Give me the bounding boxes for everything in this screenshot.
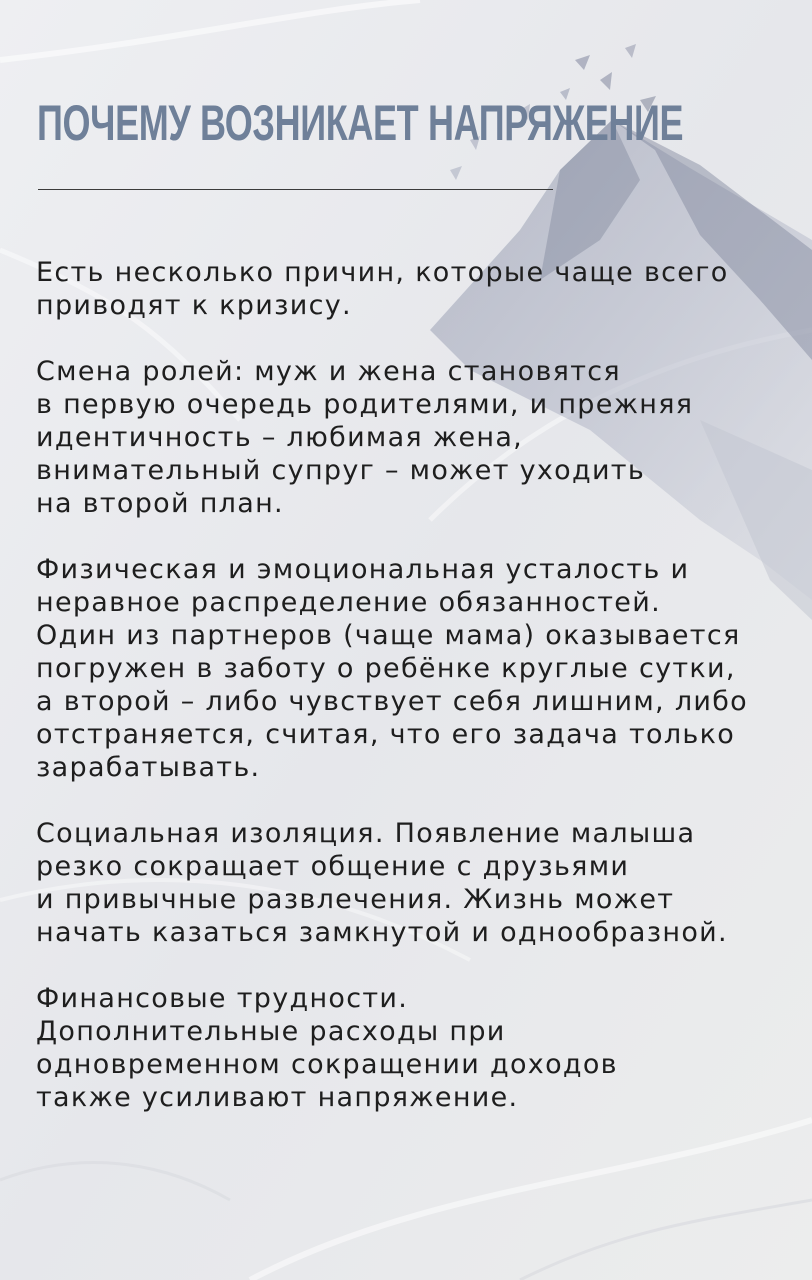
paragraph <box>36 817 806 949</box>
paragraph <box>36 256 806 322</box>
paragraph <box>36 553 806 784</box>
text-line: Один из партнеров (чаще мама) оказывается <box>36 620 741 651</box>
text-line: внимательный супруг – может уходить <box>36 455 646 486</box>
text-line: Физическая и эмоциональная усталость и <box>36 554 690 585</box>
text-line: Есть несколько причин, которые чаще всего <box>36 257 729 288</box>
text-line: погружен в заботу о ребёнке круглые сутки, <box>36 653 736 684</box>
text-line: в первую очередь родителями, и прежняя <box>36 389 694 420</box>
text-line: приводят к кризису. <box>36 290 352 321</box>
text-line: и привычные развлечения. Жизнь может <box>36 884 675 915</box>
text-line: начать казаться замкнутой и однообразной. <box>36 917 728 948</box>
text-line: также усиливают напряжение. <box>36 1082 519 1113</box>
text-line: неравное распределение обязанностей. <box>36 587 661 618</box>
text-line: Дополнительные расходы при <box>36 1016 506 1047</box>
text-line: Смена ролей: муж и жена становятся <box>36 356 621 387</box>
body-text <box>36 256 806 1147</box>
text-line: резко сокращает общение с друзьями <box>36 851 630 882</box>
text-line: Финансовые трудности. <box>36 983 409 1014</box>
paragraph <box>36 355 806 520</box>
paragraph <box>36 982 806 1114</box>
page-title: ПОЧЕМУ ВОЗНИКАЕТ НАПРЯЖЕНИЕ <box>37 95 684 151</box>
text-line: а второй – либо чувствует себя лишним, либо <box>36 686 748 717</box>
text-line: Социальная изоляция. Появление малыша <box>36 818 696 849</box>
text-line: отстраняется, считая, что его задача только <box>36 719 736 750</box>
text-line: зарабатывать. <box>36 752 261 783</box>
text-line: на второй план. <box>36 488 284 519</box>
title-divider <box>38 189 553 190</box>
text-line: одновременном сокращении доходов <box>36 1049 618 1080</box>
text-line: идентичность – любимая жена, <box>36 422 524 453</box>
